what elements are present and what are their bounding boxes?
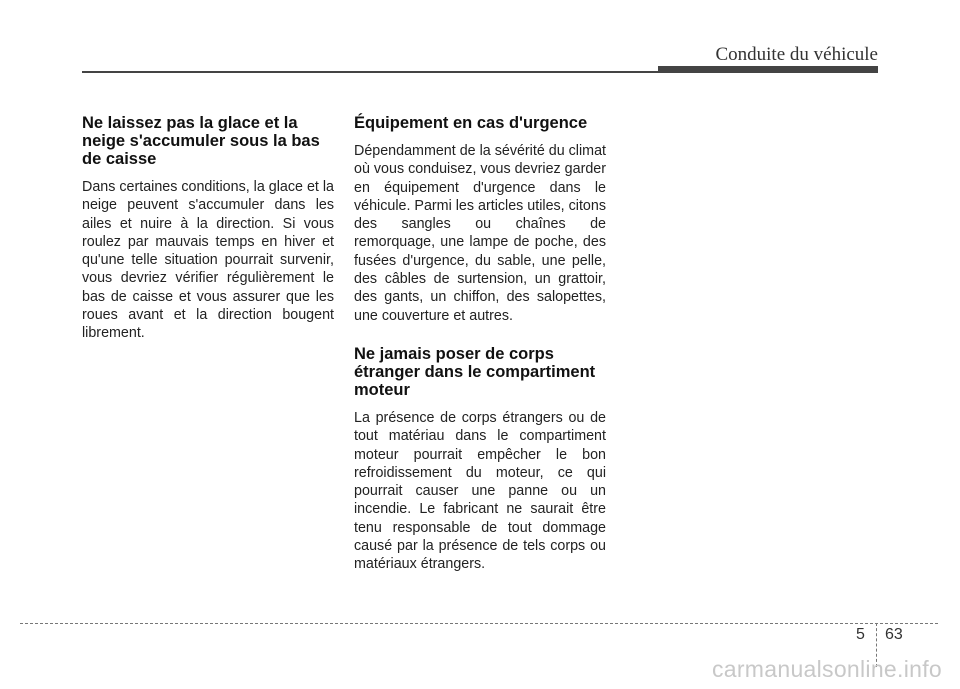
left-column xyxy=(82,114,334,343)
section-snow xyxy=(82,114,334,343)
section-title: Équipement en cas d'urgence xyxy=(354,114,588,132)
header-rule-accent xyxy=(658,66,878,73)
section-body: La présence de corps étrangers ou de tout matériau dans le compartiment moteur pourrait empêcher le bon refroidissement du moteur, ce qui pourrait causer une panne ou un incendie. Le fabricant ne saurait être tenu responsable de tout dommage causé par la présence de tels corps ou matériaux étrangers. xyxy=(354,409,606,573)
footer-dashed-line xyxy=(20,623,938,624)
section-emergency xyxy=(354,114,606,325)
right-column xyxy=(354,114,606,574)
header-rule xyxy=(82,71,660,73)
section-body: Dépendamment de la sévérité du climat où vous conduisez, vous devriez garder en équipement d'urgence dans le véhicule. Parmi les articles utiles, citons des sangles ou chaînes de remorquage, une lampe de poche, des fusées d'urgence, du sable, une pelle, des câbles de surtension, un grattoir, des gants, un chiffon, des salopettes, une couverture et autres. xyxy=(354,143,606,324)
chapter-title: Conduite du véhicule xyxy=(715,44,878,65)
section-title: Ne jamais poser de corps étranger dans le compartiment moteur xyxy=(354,344,596,399)
page-number: 63 xyxy=(885,626,903,643)
section-title: Ne laissez pas la glace et la neige s'accumuler sous la bas de caisse xyxy=(82,114,320,168)
section-body: Dans certaines conditions, la glace et la neige peuvent s'accumuler dans les ailes et nuire à la direction. Si vous roulez par mauvais temps en hiver et qu'une telle situation pourrait survenir, vous devriez vérifier régulièrement le bas de caisse et vous assurer que les roues avant et la direction bougent librement. xyxy=(82,179,334,342)
chapter-number: 5 xyxy=(856,626,865,643)
section-foreign-objects xyxy=(354,345,606,574)
watermark: carmanualsonline.info xyxy=(711,656,942,682)
